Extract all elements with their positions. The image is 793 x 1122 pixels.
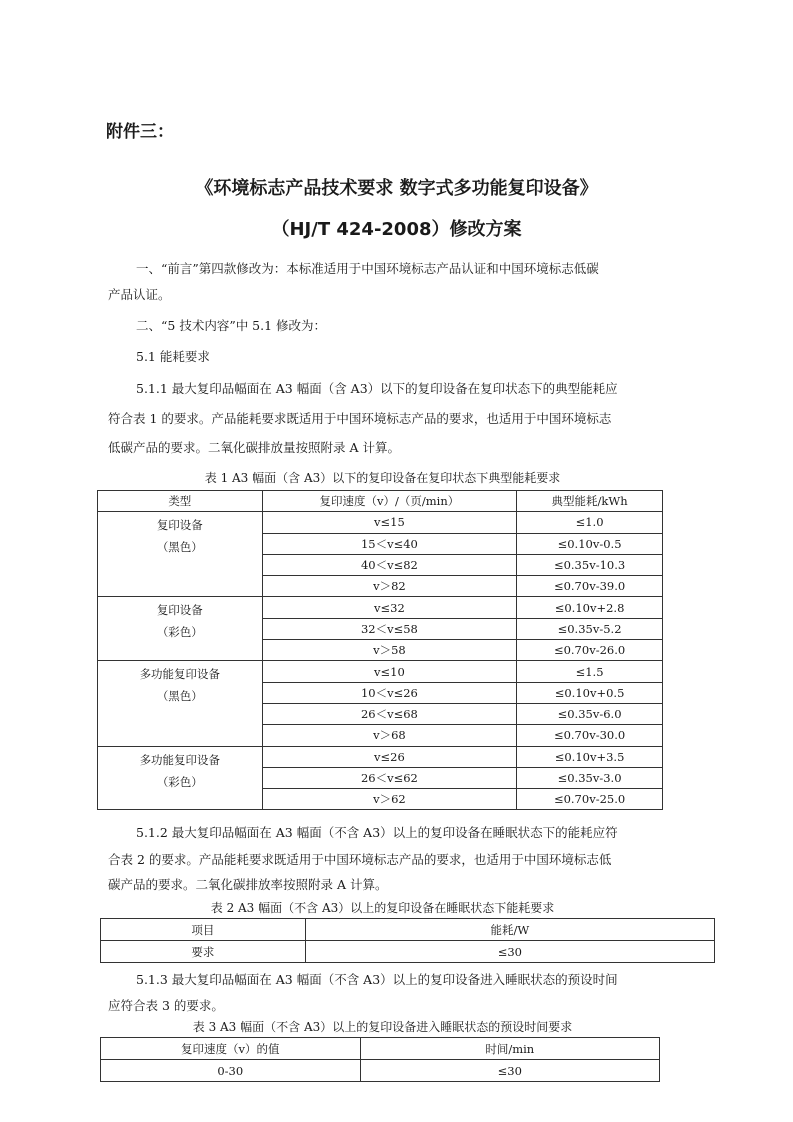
speed-cell: v＞62: [262, 789, 517, 810]
document-subtitle: （HJ/T 424-2008）修改方案: [271, 219, 522, 240]
paragraph-line: 碳产品的要求。二氧化碳排放率按照附录 A 计算。: [108, 877, 388, 892]
table-row: [101, 941, 715, 963]
energy-cell: ≤0.70v-30.0: [517, 725, 663, 746]
table-header-cell: 复印速度（v）的值: [101, 1038, 361, 1060]
speed-cell: 32＜v≤58: [262, 618, 517, 639]
table-header-cell: 典型能耗/kWh: [517, 491, 663, 512]
energy-cell: ≤0.70v-25.0: [517, 789, 663, 810]
paragraph-line: 5.1.3 最大复印品幅面在 A3 幅面（不含 A3）以上的复印设备进入睡眠状态的预设时间: [136, 972, 618, 987]
table1-caption: 表 1 A3 幅面（含 A3）以下的复印设备在复印状态下典型能耗要求: [204, 471, 561, 485]
energy-cell: ≤1.0: [517, 512, 663, 533]
table-header-cell: 时间/min: [360, 1038, 659, 1060]
table3-caption: 表 3 A3 幅面（不含 A3）以上的复印设备进入睡眠状态的预设时间要求: [192, 1020, 573, 1034]
table-header-cell: 能耗/W: [305, 919, 714, 941]
type-color: （黑色）: [156, 540, 203, 555]
speed-cell: v≤15: [262, 512, 517, 533]
table1: [97, 490, 663, 810]
energy-cell: ≤0.35v-3.0: [517, 767, 663, 788]
energy-cell: ≤0.10v+3.5: [517, 746, 663, 767]
type-cell: [98, 746, 263, 810]
speed-cell: v≤32: [262, 597, 517, 618]
speed-cell: v≤10: [262, 661, 517, 682]
type-color: （彩色）: [156, 774, 203, 789]
paragraph-1-cont: [108, 282, 678, 307]
type-label: 多功能复印设备: [139, 752, 221, 767]
speed-cell: 40＜v≤82: [262, 554, 517, 575]
speed-cell: 26＜v≤68: [262, 703, 517, 724]
type-cell: [98, 661, 263, 746]
paragraph-line: 低碳产品的要求。二氧化碳排放量按照附录 A 计算。: [108, 440, 400, 455]
table-header-row: [98, 491, 663, 512]
section-heading-5-1: 5.1 能耗要求: [136, 349, 210, 364]
paragraph-line: 应符合表 3 的要求。: [108, 998, 224, 1013]
type-label: 多功能复印设备: [139, 667, 221, 682]
energy-cell: ≤0.10v+2.8: [517, 597, 663, 618]
table-header-row: [101, 1038, 660, 1060]
speed-cell: v＞58: [262, 640, 517, 661]
table-cell: ≤30: [360, 1060, 659, 1082]
paragraph-5-1-2: [108, 820, 678, 845]
table-row: [98, 597, 663, 618]
speed-cell: 10＜v≤26: [262, 682, 517, 703]
paragraph-line: 产品认证。: [108, 287, 171, 302]
speed-cell: 26＜v≤62: [262, 767, 517, 788]
type-label: 复印设备: [156, 518, 203, 533]
paragraph-5-1-1: [108, 376, 678, 401]
type-color: （彩色）: [156, 625, 203, 640]
table-row: [98, 512, 663, 533]
paragraph-5-1-2-cont: [108, 847, 678, 897]
table-row: [101, 1060, 660, 1082]
paragraph-line: 符合表 1 的要求。产品能耗要求既适用于中国环境标志产品的要求，也适用于中国环境标志: [108, 411, 612, 426]
energy-cell: ≤0.70v-26.0: [517, 640, 663, 661]
type-cell: [98, 597, 263, 661]
speed-cell: 15＜v≤40: [262, 533, 517, 554]
paragraph-5-1-3-cont: [108, 993, 678, 1018]
table-header-cell: 复印速度（v）/（页/min）: [262, 491, 517, 512]
document-title: 《环境标志产品技术要求 数字式多功能复印设备》: [195, 178, 598, 199]
table-header-cell: 类型: [98, 491, 263, 512]
energy-cell: ≤0.35v-5.2: [517, 618, 663, 639]
table-row: [98, 746, 663, 767]
paragraph-2: 二、“5 技术内容”中 5.1 修改为：: [136, 318, 327, 333]
energy-cell: ≤0.70v-39.0: [517, 576, 663, 597]
attachment-label: 附件三：: [106, 122, 174, 142]
paragraph-5-1-1-cont: [108, 406, 678, 460]
table-row: [98, 661, 663, 682]
energy-cell: ≤0.35v-6.0: [517, 703, 663, 724]
table-cell: 要求: [101, 941, 306, 963]
table-header-row: [101, 919, 715, 941]
speed-cell: v≤26: [262, 746, 517, 767]
paragraph-line: 5.1.1 最大复印品幅面在 A3 幅面（含 A3）以下的复印设备在复印状态下的典型能耗应: [136, 381, 618, 396]
speed-cell: v＞82: [262, 576, 517, 597]
energy-cell: ≤0.35v-10.3: [517, 554, 663, 575]
table-cell: ≤30: [305, 941, 714, 963]
energy-cell: ≤1.5: [517, 661, 663, 682]
paragraph-1: [108, 256, 678, 281]
paragraph-line: 5.1.2 最大复印品幅面在 A3 幅面（不含 A3）以上的复印设备在睡眠状态下的能耗应符: [136, 825, 618, 840]
type-color: （黑色）: [156, 689, 203, 704]
speed-cell: v＞68: [262, 725, 517, 746]
table2-caption: 表 2 A3 幅面（不含 A3）以上的复印设备在睡眠状态下能耗要求: [210, 901, 555, 915]
energy-cell: ≤0.10v-0.5: [517, 533, 663, 554]
table2: [100, 918, 715, 963]
type-label: 复印设备: [156, 603, 203, 618]
table3: [100, 1037, 660, 1082]
paragraph-line: 一、“前言”第四款修改为：本标准适用于中国环境标志产品认证和中国环境标志低碳: [136, 261, 599, 276]
table-header-cell: 项目: [101, 919, 306, 941]
table-cell: 0-30: [101, 1060, 361, 1082]
energy-cell: ≤0.10v+0.5: [517, 682, 663, 703]
type-cell: [98, 512, 263, 597]
paragraph-line: 合表 2 的要求。产品能耗要求既适用于中国环境标志产品的要求，也适用于中国环境标志低: [108, 852, 612, 867]
paragraph-5-1-3: [108, 967, 678, 992]
